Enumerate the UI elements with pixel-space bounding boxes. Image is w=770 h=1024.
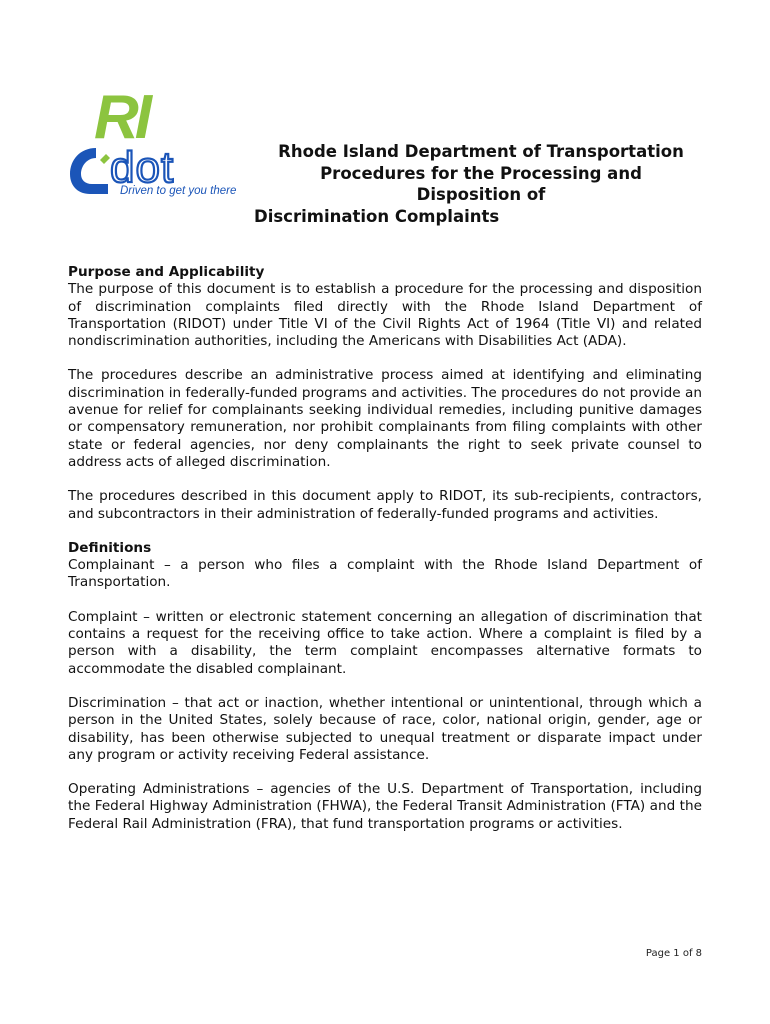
- document-body: [68, 264, 702, 850]
- purpose-paragraph-1: The purpose of this document is to establish a procedure for the processing and disposition of discrimination complaints filed directly with the Rhode Island Department of Transportation (RIDOT) under Title VI of the Civil Rights Act of 1964 (Title VI) and related nondiscrimination authorities, including the Americans with Disabilities Act (ADA).: [68, 281, 702, 350]
- definitions-heading: Definitions: [68, 539, 152, 556]
- definition-operating-administrations: Operating Administrations – agencies of the U.S. Department of Transportation, including the Federal Highway Administration (FHWA), the Federal Transit Administration (FTA) and the Federal Rail Administration (FRA), that fund transportation programs or activities.: [68, 781, 702, 832]
- purpose-paragraph-3: The procedures described in this document apply to RIDOT, its sub-recipients, contractors, and subcontractors in their administration of federally-funded programs and activities.: [68, 488, 702, 522]
- purpose-paragraph-2: The procedures describe an administrative process aimed at identifying and eliminating discrimination in federally-funded programs and activities. The procedures do not provide an avenue for relief for complainants seeking individual remedies, including punitive damages or compensatory remuneration, nor prohibit complainants from filing complaints with other state or federal agencies, nor deny complainants the right to seek private counsel to address acts of alleged discrimination.: [68, 367, 702, 470]
- purpose-heading: Purpose and Applicability: [68, 264, 265, 280]
- title-line-3: Disposition of: [416, 185, 546, 204]
- logo-dot-text: dot: [110, 143, 175, 192]
- definition-complainant: Complainant – a person who files a complaint with the Rhode Island Department of Transportation.: [68, 557, 702, 591]
- definition-complaint: Complaint – written or electronic statement concerning an allegation of discrimination that contains a request for the receiving office to take action. Where a complaint is filed by a person with a disability, the term complaint encompasses alternative formats to accommodate the disabled complainant.: [68, 608, 702, 677]
- title-line-4: Discrimination Complaints: [254, 206, 500, 226]
- logo-ri-text: RI: [94, 86, 148, 152]
- title-line-2: Procedures for the Processing and: [320, 163, 642, 183]
- logo-swoosh-icon: [70, 148, 108, 194]
- logo-tagline: Driven to get you there: [120, 185, 237, 197]
- ridot-logo: [66, 86, 260, 202]
- document-title: [250, 141, 712, 227]
- definition-discrimination: Discrimination – that act or inaction, whether intentional or unintentional, through which a person in the United States, solely because of race, color, national origin, gender, age or disability, has been otherwise subjected to unequal treatment or disparate impact under any program or activity receiving Federal assistance.: [68, 694, 702, 763]
- page-number: Page 1 of 8: [645, 948, 702, 959]
- title-line-1: Rhode Island Department of Transportation: [278, 142, 684, 161]
